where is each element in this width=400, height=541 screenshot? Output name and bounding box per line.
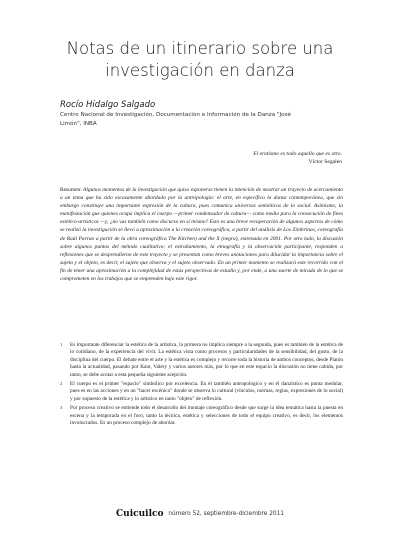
footnote <box>60 342 343 379</box>
title-line-2: investigación en danza <box>105 61 295 80</box>
issue-info: número 52, septiembre-diciembre 2011 <box>168 511 284 517</box>
footnote-text: Por proceso creativo se entiende todo el desarrollo del montaje coreográfico desde que surge la idea temática hasta la puesta en escena y la temporada en el foro, tanto la técnica, estética y selecciones de todo el equipo creativo, es decir, los elementos involucrados. Es un proceso complejo de abordar. <box>70 405 343 427</box>
footnote-text: Es importante diferenciar la estética de la artística, la primera no implica siempre a la segunda, pues es también de la estética de lo cotidiano, de la experiencia del vivir. La estética vista como procesos y particularidades de la sensibilidad, del gusto, de la disciplina del cuerpo. El debate entre el arte y la estética es complejo y recorre toda la historia de ambos conceptos, desde Platón hasta la actualidad, pasando por Kant, Valéry y varios autores más, por lo que en este espacio la discusión no tiene cabida, por tanto, se debe acotar a esta pequeña siguiente acepción. <box>70 342 343 378</box>
footnote-number: 2 <box>60 381 63 387</box>
abstract <box>60 186 343 283</box>
footnote <box>60 381 343 403</box>
journal-logo: Cuicuilco <box>116 509 164 519</box>
footnotes <box>60 342 343 429</box>
footnote-text: El cuerpo es el primer "espacio" simbólico por excelencia. En él también antropológico y en él danzístico es punta medular, pues es en las acciones y en un "hacer escénico" donde se observa lo cultural (vínculos, normas, reglas, expresiones de lo social) y por supuesto de la estética y lo artístico en tanto "objeto" de reflexión. <box>70 381 343 402</box>
epigraph-quote: El erotismo es todo aquello que es otro. <box>253 151 342 157</box>
footnote <box>60 405 343 427</box>
footnote-number: 1 <box>60 342 63 347</box>
page-footer <box>0 509 400 519</box>
author-name: Rocío Hidalgo Salgado <box>60 100 156 110</box>
epigraph-author: Víctor Segalen <box>308 159 342 165</box>
author-affiliation: Centro Nacional de Investigación, Documentación e Información de la Danza "José Limón", INBA <box>60 112 291 127</box>
footnote-number: 3 <box>60 405 63 411</box>
article-title <box>40 38 360 82</box>
title-line-1: Notas de un itinerario sobre una <box>66 39 334 58</box>
abstract-text: Algunos momentos de la investigación que quiso exponerse tienen la intención de mostrar un trayecto de acercamiento a un tema que ha sido escasamente abordado por la antropología: el arte, en específico la danza contemporánea, que sin embargo constituye una importante expresión de la cultura, pues comunica universos semióticos de lo social. Asimismo, la manifestación que quienes ocupa implica el cuerpo —primer condensador de cultura— como medio para la consecución de fines estético-artísticos —y, ¿no vas también como discurso en sí mismo? Esto es una breve recuperación de algunos aspectos de cómo se realizó la investigación se llevó a aproximación a la creación coreográfica, a partir del análisis de Los Zimbrinos, coreografía de Raúl Parrao a partir de la obra coreográfica The Kitchen) and the X (negra), estrenada en 2001. Por otro lado, la discusión sobre algunos puntos del método cualitativo: el extrañamiento, la etnografía y la observación participante, responden a reflexiones que se desprendieron de este trayecto y se presentan como breves anotaciones para dilucidar la importancia sobre el sujeto y el objeto, es decir, el sujeto que observa y el sujeto observado. En un primer momento se realizará este recorrido con el fin de tener una aproximación a la complejidad de estas perspectivas de estudio y, por ende, a una suerte de mirada de lo que se comprometen en los trabajos que se emprenden bajo este rigor. <box>60 187 343 283</box>
epigraph <box>172 150 342 166</box>
abstract-label: Resumen: <box>60 187 82 193</box>
